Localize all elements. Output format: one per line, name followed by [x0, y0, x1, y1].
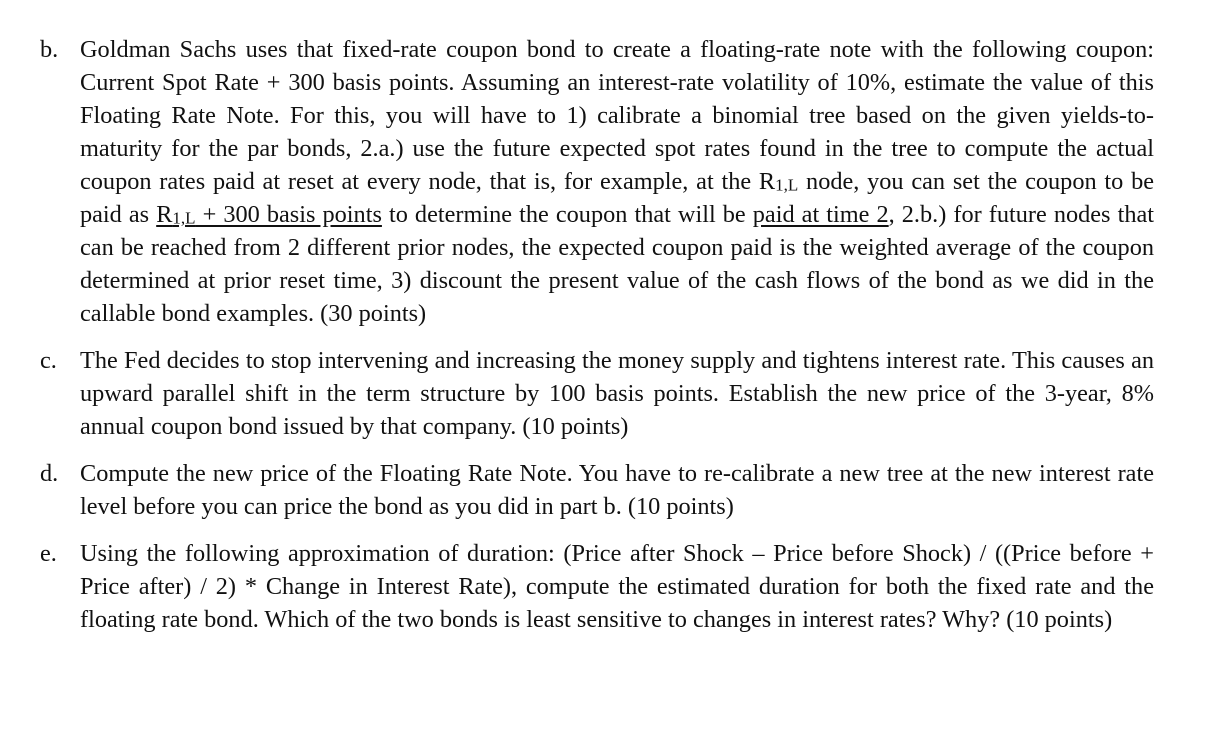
underlined-paid-at-time-2: paid at time 2	[752, 201, 889, 228]
underlined-r1l-plus-300bp	[156, 201, 382, 228]
question-b-text-part3: to determine the coupon that will be	[381, 201, 753, 228]
question-d	[40, 457, 1154, 523]
question-e-text: Using the following approximation of duration: (Price after Shock – Price before Shock) / ((Price before + Price after) / 2) * Change in Interest Rate), compute the estimated duration for both the fixed rate and the floating rate bond. Which of the two bonds is least sensitive to changes in interest rates? Why? (10 points)	[80, 540, 1154, 633]
question-b-text-part4: , 2.b.) for future nodes that can be reached from 2 different prior nodes, the expected coupon paid is the weighted average of the coupon determined at prior reset time, 3) discount the present value of the cash flows of the bond as we did in the callable bond examples. (30 points)	[80, 201, 1155, 327]
question-b-label: b.	[40, 36, 59, 63]
question-b-text	[80, 36, 1154, 327]
question-c	[40, 344, 1154, 443]
question-e	[40, 537, 1154, 636]
underlined-subscript-1L: 1,L	[172, 208, 196, 228]
question-d-text: Compute the new price of the Floating Rate Note. You have to re-calibrate a new tree at the new interest rate level before you can price the bond as you did in part b. (10 points)	[80, 460, 1154, 520]
question-c-label: c.	[40, 347, 57, 374]
question-c-text: The Fed decides to stop intervening and increasing the money supply and tightens interest rate. This causes an upward parallel shift in the term structure by 100 basis points. Establish the new price of the 3-year, 8% annual coupon bond issued by that company. (10 points)	[80, 347, 1154, 440]
underlined-basis-points: + 300 basis points	[195, 201, 382, 228]
question-d-label: d.	[40, 460, 59, 487]
subscript-1L: 1,L	[775, 175, 799, 195]
question-e-label: e.	[40, 540, 57, 567]
question-b	[40, 33, 1154, 330]
underlined-r-symbol: R	[156, 201, 173, 228]
question-b-text-part2: node, you can set the coupon to be paid as	[80, 168, 1154, 228]
question-b-text-part1: Goldman Sachs uses that fixed-rate coupon bond to create a floating-rate note with the following coupon: Current Spot Rate + 300 basis points. Assuming an interest-rate volatility of 10%, estimate the value of this Floating Rate Note. For this, you will have to 1) calibrate a binomial tree based on the given yields-to-maturity for the par bonds, 2.a.) use the future expected spot rates found in the tree to compute the actual coupon rates paid at reset at every node, that is, for example, at the R	[80, 36, 1154, 195]
